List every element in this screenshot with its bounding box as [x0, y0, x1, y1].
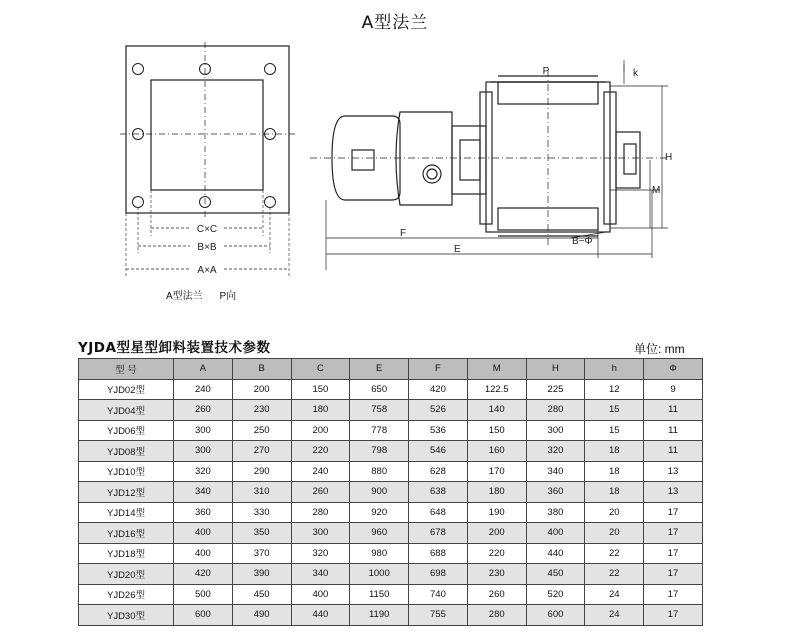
flange-view: [120, 42, 295, 276]
table-cell: 20: [585, 523, 644, 544]
table-cell: 1190: [350, 605, 409, 626]
table-cell: 150: [291, 379, 350, 400]
table-cell: 17: [644, 502, 703, 523]
cell-model: YJD26型: [79, 584, 174, 605]
cell-model: YJD02型: [79, 379, 174, 400]
table-cell: 300: [291, 523, 350, 544]
table-row: [79, 400, 703, 421]
table-cell: 290: [232, 461, 291, 482]
side-center-lines: [310, 70, 668, 246]
table-row: [79, 543, 703, 564]
table-cell: 170: [467, 461, 526, 482]
table-cell: 628: [409, 461, 468, 482]
table-cell: 280: [291, 502, 350, 523]
table-cell: 880: [350, 461, 409, 482]
table-cell: 260: [291, 482, 350, 503]
cell-model: YJD18型: [79, 543, 174, 564]
table-cell: 450: [232, 584, 291, 605]
table-cell: 18: [585, 461, 644, 482]
table-cell: 350: [232, 523, 291, 544]
flange-caption-name: A型法兰: [166, 291, 203, 302]
table-cell: 758: [350, 400, 409, 421]
header-e: E: [350, 359, 409, 380]
shaft-end: [624, 144, 636, 174]
table-cell: 220: [467, 543, 526, 564]
table-cell: 698: [409, 564, 468, 585]
table-cell: 180: [467, 482, 526, 503]
table-cell: 648: [409, 502, 468, 523]
table-cell: 200: [291, 420, 350, 441]
table-cell: 340: [174, 482, 233, 503]
header-h-upper: H: [526, 359, 585, 380]
header-c: C: [291, 359, 350, 380]
table-cell: 755: [409, 605, 468, 626]
table-cell: 225: [526, 379, 585, 400]
table-cell: 400: [174, 523, 233, 544]
table-cell: 18: [585, 441, 644, 462]
table-cell: 440: [526, 543, 585, 564]
flange-caption-view: P向: [219, 291, 237, 302]
coupling-housing: [452, 126, 486, 194]
table-row: [79, 420, 703, 441]
table-cell: 310: [232, 482, 291, 503]
table-cell: 960: [350, 523, 409, 544]
table-cell: 400: [174, 543, 233, 564]
label-e: E: [454, 244, 461, 255]
table-cell: 1000: [350, 564, 409, 585]
table-cell: 17: [644, 564, 703, 585]
table-cell: 420: [409, 379, 468, 400]
gearbox-body: [396, 112, 452, 205]
table-cell: 400: [291, 584, 350, 605]
table-cell: 678: [409, 523, 468, 544]
table-cell: 740: [409, 584, 468, 605]
table-cell: 798: [350, 441, 409, 462]
table-cell: 320: [526, 441, 585, 462]
flange-bolt-holes: [133, 64, 276, 208]
table-row: [79, 441, 703, 462]
table-cell: 650: [350, 379, 409, 400]
table-row: [79, 523, 703, 544]
table-cell: 420: [174, 564, 233, 585]
table-cell: 688: [409, 543, 468, 564]
table-cell: 180: [291, 400, 350, 421]
table-row: [79, 461, 703, 482]
table-cell: 150: [467, 420, 526, 441]
table-cell: 980: [350, 543, 409, 564]
gearbox-inspection-port-inner: [427, 169, 437, 179]
table-cell: 600: [174, 605, 233, 626]
header-b: B: [232, 359, 291, 380]
table-cell: 300: [174, 420, 233, 441]
table-cell: 320: [291, 543, 350, 564]
table-cell: 17: [644, 543, 703, 564]
flange-opening: [151, 80, 263, 190]
dim-b-label: B×B: [197, 242, 217, 253]
table-cell: 360: [526, 482, 585, 503]
table-cell: 200: [467, 523, 526, 544]
table-cell: 526: [409, 400, 468, 421]
gearbox-inspection-port: [423, 165, 441, 183]
table-cell: 250: [232, 420, 291, 441]
table-cell: 330: [232, 502, 291, 523]
header-phi: Φ: [644, 359, 703, 380]
table-cell: 638: [409, 482, 468, 503]
cell-model: YJD12型: [79, 482, 174, 503]
table-cell: 450: [526, 564, 585, 585]
table-cell: 600: [526, 605, 585, 626]
label-h: H: [665, 152, 673, 163]
header-model: 型 号: [79, 359, 174, 380]
table-cell: 220: [291, 441, 350, 462]
cell-model: YJD06型: [79, 420, 174, 441]
table-cell: 24: [585, 605, 644, 626]
header-a: A: [174, 359, 233, 380]
table-cell: 500: [174, 584, 233, 605]
table-cell: 190: [467, 502, 526, 523]
table-cell: 240: [291, 461, 350, 482]
label-m: M: [652, 185, 661, 196]
table-cell: 24: [585, 584, 644, 605]
table-cell: 340: [526, 461, 585, 482]
label-p: P: [542, 66, 550, 77]
cell-model: YJD20型: [79, 564, 174, 585]
table-cell: 300: [174, 441, 233, 462]
table-title: YJDA型星型卸料装置技术参数: [78, 340, 271, 356]
unit-label: 单位: mm: [634, 342, 685, 356]
table-cell: 1150: [350, 584, 409, 605]
table-cell: 15: [585, 400, 644, 421]
table-cell: 520: [526, 584, 585, 605]
table-cell: 122.5: [467, 379, 526, 400]
motor-terminal-box: [352, 150, 374, 170]
page-title: A型法兰: [361, 13, 429, 33]
table-cell: 11: [644, 420, 703, 441]
table-cell: 546: [409, 441, 468, 462]
cell-model: YJD04型: [79, 400, 174, 421]
table-cell: 11: [644, 441, 703, 462]
table-row: [79, 502, 703, 523]
table-cell: 20: [585, 502, 644, 523]
table-cell: 230: [467, 564, 526, 585]
table-cell: 900: [350, 482, 409, 503]
label-k: k: [633, 68, 638, 79]
table-cell: 140: [467, 400, 526, 421]
table-row: [79, 379, 703, 400]
table-row: [79, 564, 703, 585]
table-cell: 22: [585, 564, 644, 585]
label-f: F: [400, 228, 407, 239]
table-cell: 440: [291, 605, 350, 626]
table-cell: 260: [174, 400, 233, 421]
spec-table: [78, 358, 703, 626]
table-cell: 18: [585, 482, 644, 503]
coupling: [460, 140, 480, 180]
table-cell: 340: [291, 564, 350, 585]
header-f: F: [409, 359, 468, 380]
header-h-lower: h: [585, 359, 644, 380]
table-cell: 15: [585, 420, 644, 441]
table-cell: 17: [644, 523, 703, 544]
label-b-phi: B−Φ: [572, 236, 593, 247]
table-cell: 12: [585, 379, 644, 400]
cell-model: YJD30型: [79, 605, 174, 626]
table-cell: 320: [174, 461, 233, 482]
cell-model: YJD10型: [79, 461, 174, 482]
dim-a-label: A×A: [197, 265, 217, 276]
table-row: [79, 605, 703, 626]
table-cell: 17: [644, 605, 703, 626]
cell-model: YJD08型: [79, 441, 174, 462]
table-row: [79, 584, 703, 605]
table-cell: 360: [174, 502, 233, 523]
table-cell: 240: [174, 379, 233, 400]
cell-model: YJD14型: [79, 502, 174, 523]
table-cell: 920: [350, 502, 409, 523]
table-cell: 280: [526, 400, 585, 421]
flange-caption: [166, 287, 250, 302]
table-cell: 270: [232, 441, 291, 462]
dim-c-label: C×C: [196, 224, 218, 235]
table-cell: 13: [644, 461, 703, 482]
spec-table-header-row: [79, 359, 703, 380]
table-cell: 536: [409, 420, 468, 441]
table-row: [79, 482, 703, 503]
side-view: [310, 60, 668, 270]
table-cell: 11: [644, 400, 703, 421]
table-cell: 230: [232, 400, 291, 421]
table-cell: 13: [644, 482, 703, 503]
table-cell: 17: [644, 584, 703, 605]
side-dimension-lines: [326, 60, 668, 270]
cell-model: YJD16型: [79, 523, 174, 544]
table-cell: 380: [526, 502, 585, 523]
flange-center-lines: [120, 42, 295, 218]
table-cell: 280: [467, 605, 526, 626]
table-cell: 370: [232, 543, 291, 564]
table-cell: 778: [350, 420, 409, 441]
table-cell: 22: [585, 543, 644, 564]
table-cell: 9: [644, 379, 703, 400]
table-cell: 390: [232, 564, 291, 585]
table-cell: 490: [232, 605, 291, 626]
table-cell: 200: [232, 379, 291, 400]
table-cell: 160: [467, 441, 526, 462]
table-cell: 400: [526, 523, 585, 544]
table-cell: 260: [467, 584, 526, 605]
table-cell: 300: [526, 420, 585, 441]
header-m: M: [467, 359, 526, 380]
